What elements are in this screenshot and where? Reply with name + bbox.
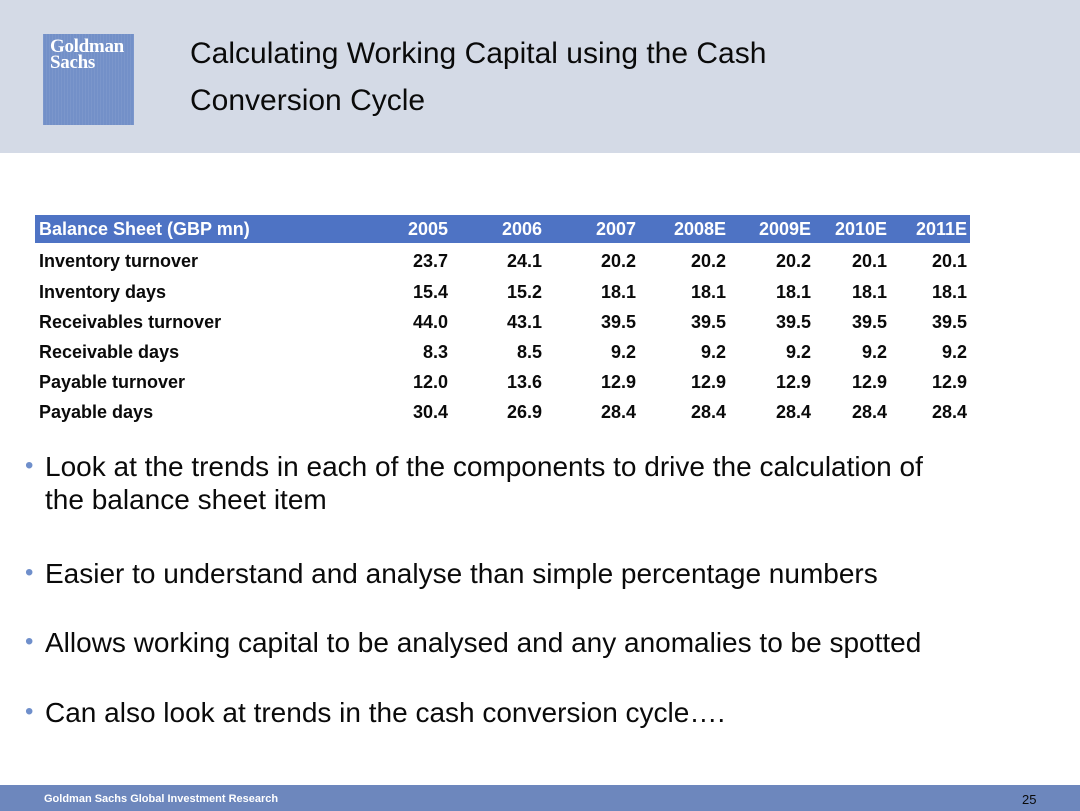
table-cell: 9.2 (700, 341, 726, 362)
bullet-text: Can also look at trends in the cash conversion cycle…. (45, 697, 726, 728)
row-label: Receivable days (39, 341, 180, 362)
header-cell: 2006 (451, 215, 545, 244)
table-row (35, 244, 970, 278)
balance-sheet-table (35, 215, 970, 427)
title-line-1: Calculating Working Capital using the Cash (190, 37, 767, 70)
table-cell: 43.1 (506, 311, 542, 332)
table-cell: 28.4 (690, 401, 726, 422)
table-cell: 20.2 (775, 251, 811, 271)
table-cell: 9.2 (941, 341, 967, 362)
row-label: Payable turnover (39, 371, 186, 392)
header-cell: 2011E (890, 215, 970, 244)
table-cell: 12.9 (690, 371, 726, 392)
table-cell: 20.2 (600, 251, 636, 271)
table-cell: 9.2 (610, 341, 636, 362)
header-cell: 2010E (814, 215, 890, 244)
logo-text (50, 36, 124, 73)
row-label: Payable days (39, 401, 154, 422)
table-header-row (35, 215, 970, 244)
table-cell: 18.1 (690, 281, 726, 302)
table-cell: 12.9 (851, 371, 887, 392)
table-cell: 15.2 (506, 281, 542, 302)
table-cell: 28.4 (851, 401, 887, 422)
slide-footer (0, 785, 1080, 811)
bullet-item (25, 626, 1015, 659)
row-label: Receivables turnover (39, 311, 222, 332)
table-row (35, 277, 970, 307)
bullet-text: Look at the trends in each of the components to drive the calculation of (45, 451, 923, 482)
table-cell: 18.1 (775, 281, 811, 302)
table-cell: 9.2 (785, 341, 811, 362)
table-cell: 15.4 (412, 281, 448, 302)
table-cell: 20.2 (690, 251, 726, 271)
table-cell: 8.5 (516, 341, 542, 362)
row-label: Inventory turnover (39, 251, 199, 271)
table-cell: 12.9 (931, 371, 967, 392)
bullet-text-continued: the balance sheet item (45, 484, 327, 515)
table-cell: 28.4 (775, 401, 811, 422)
table-cell: 39.5 (851, 311, 887, 332)
title-line-2: Conversion Cycle (190, 84, 426, 117)
slide-title (190, 30, 950, 124)
bullet-dot: • (25, 628, 34, 655)
table-cell: 18.1 (931, 281, 967, 302)
table-cell: 13.6 (506, 371, 542, 392)
bullet-item (25, 696, 1015, 729)
table-cell: 9.2 (861, 341, 887, 362)
table-cell: 39.5 (931, 311, 967, 332)
table-row (35, 397, 970, 427)
bullet-text: Allows working capital to be analysed and any anomalies to be spotted (45, 627, 922, 658)
bullet-item (25, 450, 1015, 516)
bullet-dot: • (25, 452, 34, 479)
header-cell: Balance Sheet (GBP mn) (35, 215, 357, 244)
table-cell: 12.9 (600, 371, 636, 392)
bullet-item (25, 557, 1015, 590)
table-row (35, 367, 970, 397)
table-cell: 24.1 (506, 251, 542, 271)
table-cell: 12.9 (775, 371, 811, 392)
table-cell: 28.4 (931, 401, 967, 422)
slide-header (0, 0, 1080, 153)
table-row (35, 337, 970, 367)
header-cell: 2005 (357, 215, 451, 244)
table-cell: 39.5 (690, 311, 726, 332)
goldman-sachs-logo (43, 34, 134, 125)
table-cell: 18.1 (600, 281, 636, 302)
table-cell: 26.9 (506, 401, 542, 422)
table-cell: 39.5 (775, 311, 811, 332)
logo-line-1: Goldman (50, 36, 124, 57)
table-cell: 44.0 (412, 311, 448, 332)
bullet-dot: • (25, 698, 34, 725)
footer-source-text: Goldman Sachs Global Investment Research (44, 793, 279, 805)
table-row (35, 307, 970, 337)
logo-line-2: Sachs (50, 52, 95, 73)
page-number: 25 (1022, 792, 1037, 807)
table-cell: 12.0 (412, 371, 448, 392)
table-cell: 30.4 (412, 401, 448, 422)
bullet-text: Easier to understand and analyse than simple percentage numbers (45, 558, 878, 589)
table-cell: 20.1 (851, 251, 887, 271)
table-cell: 20.1 (931, 251, 967, 271)
table-cell: 39.5 (600, 311, 636, 332)
row-label: Inventory days (39, 281, 167, 302)
table-cell: 23.7 (412, 251, 448, 271)
header-cell: 2009E (729, 215, 814, 244)
table-cell: 28.4 (600, 401, 636, 422)
bullet-dot: • (25, 559, 34, 586)
table-cell: 8.3 (422, 341, 448, 362)
table-cell: 18.1 (851, 281, 887, 302)
header-cell: 2008E (639, 215, 729, 244)
header-cell: 2007 (545, 215, 639, 244)
